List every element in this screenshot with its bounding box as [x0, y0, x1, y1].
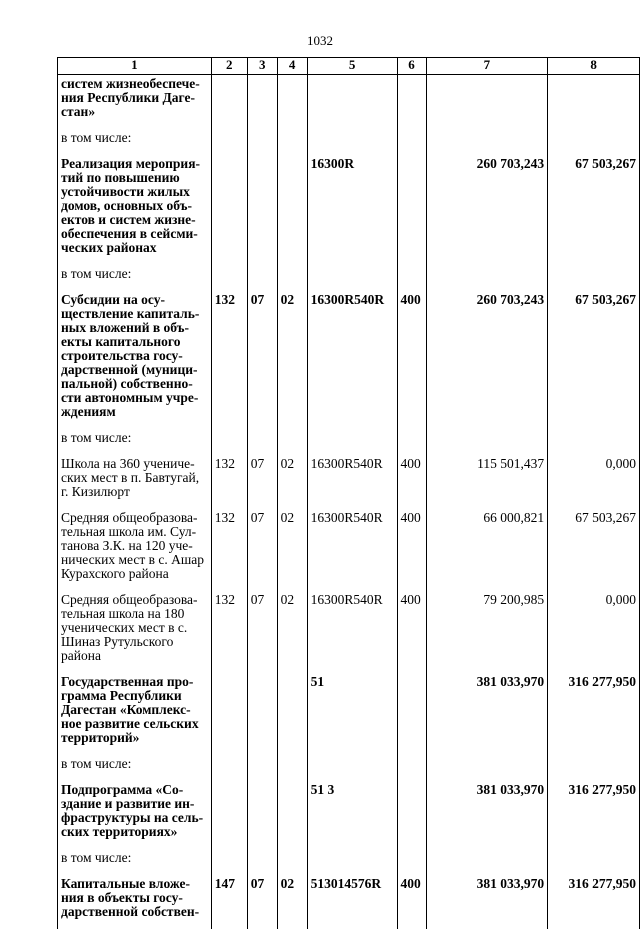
expense-type-cell: 400 [397, 509, 426, 591]
code-cell [211, 781, 247, 849]
target-article-cell: 16300R540R [307, 591, 397, 673]
code-cell [211, 129, 247, 155]
amount-2021-cell [548, 129, 640, 155]
amount-2021-cell: 0,000 [548, 455, 640, 509]
column-header: 6 [397, 58, 426, 75]
subsection-cell [277, 755, 307, 781]
amount-2020-cell [426, 75, 548, 130]
target-article-cell: 16300R [307, 155, 397, 265]
header-row [58, 58, 640, 75]
amount-2021-cell: 316 277,950 [548, 781, 640, 849]
column-header: 3 [247, 58, 277, 75]
section-cell [247, 129, 277, 155]
section-cell [247, 429, 277, 455]
subsection-cell [277, 265, 307, 291]
target-article-cell: 51 3 [307, 781, 397, 849]
expense-type-cell [397, 429, 426, 455]
row-name-cell: Средняя общеобразова-тельная школа на 180 ученических мест в с. Шиназ Рутульского района [58, 591, 212, 673]
amount-2021-cell: 67 503,267 [548, 291, 640, 429]
code-cell: 147 [211, 875, 247, 929]
column-header: 7 [426, 58, 548, 75]
row-name-cell: в том числе: [58, 849, 212, 875]
row-name-cell: систем жизнеобеспече-ния Республики Даге-стан» [58, 75, 212, 130]
page-number: 1032 [307, 33, 333, 48]
table-row [58, 849, 640, 875]
section-cell: 07 [247, 291, 277, 429]
table-row [58, 781, 640, 849]
amount-2020-cell: 79 200,985 [426, 591, 548, 673]
expense-type-cell [397, 265, 426, 291]
amount-2021-cell [548, 429, 640, 455]
amount-2020-cell: 260 703,243 [426, 155, 548, 265]
subsection-cell [277, 849, 307, 875]
subsection-cell [277, 155, 307, 265]
expense-type-cell [397, 781, 426, 849]
amount-2020-cell [426, 129, 548, 155]
column-header: 4 [277, 58, 307, 75]
table-row [58, 673, 640, 755]
code-cell [211, 265, 247, 291]
section-cell [247, 781, 277, 849]
amount-2021-cell: 316 277,950 [548, 875, 640, 929]
table-row [58, 129, 640, 155]
amount-2021-cell: 316 277,950 [548, 673, 640, 755]
row-name-cell: Субсидии на осу-ществление капиталь-ных вложений в объ-екты капитального строительства госу-дарственной (муници-пальной) собственно-сти автономным учре-ждениям [58, 291, 212, 429]
amount-2021-cell [548, 75, 640, 130]
table-row [58, 755, 640, 781]
column-header: 1 [58, 58, 212, 75]
table-row [58, 155, 640, 265]
table-row [58, 455, 640, 509]
row-name-cell: в том числе: [58, 129, 212, 155]
subsection-cell [277, 429, 307, 455]
expense-type-cell [397, 673, 426, 755]
amount-2020-cell: 381 033,970 [426, 781, 548, 849]
subsection-cell: 02 [277, 291, 307, 429]
budget-table [57, 57, 640, 929]
amount-2021-cell: 67 503,267 [548, 509, 640, 591]
subsection-cell: 02 [277, 875, 307, 929]
target-article-cell [307, 849, 397, 875]
table-row [58, 591, 640, 673]
row-name-cell: Школа на 360 учениче-ских мест в п. Бавтугай, г. Кизилюрт [58, 455, 212, 509]
amount-2020-cell: 260 703,243 [426, 291, 548, 429]
amount-2020-cell [426, 849, 548, 875]
expense-type-cell: 400 [397, 455, 426, 509]
section-cell: 07 [247, 509, 277, 591]
code-cell [211, 75, 247, 130]
row-name-cell: в том числе: [58, 755, 212, 781]
amount-2021-cell [548, 849, 640, 875]
expense-type-cell [397, 75, 426, 130]
column-header: 8 [548, 58, 640, 75]
amount-2020-cell [426, 429, 548, 455]
target-article-cell: 513014576R [307, 875, 397, 929]
row-name-cell: Капитальные вложе-ния в объекты госу-дарственной собствен- [58, 875, 212, 929]
subsection-cell: 02 [277, 591, 307, 673]
table-row [58, 509, 640, 591]
amount-2021-cell [548, 755, 640, 781]
target-article-cell [307, 265, 397, 291]
code-cell [211, 429, 247, 455]
section-cell [247, 673, 277, 755]
target-article-cell [307, 75, 397, 130]
expense-type-cell: 400 [397, 875, 426, 929]
code-cell: 132 [211, 455, 247, 509]
amount-2020-cell: 381 033,970 [426, 875, 548, 929]
row-name-cell: Реализация мероприя-тий по повышению устойчивости жилых домов, основных объ-ектов и систем жизне-обеспечения в сейсми-ческих районах [58, 155, 212, 265]
target-article-cell [307, 429, 397, 455]
section-cell [247, 755, 277, 781]
target-article-cell [307, 129, 397, 155]
code-cell [211, 755, 247, 781]
row-name-cell: Средняя общеобразова-тельная школа им. Сул-танова З.К. на 120 уче-нических мест в с. Ашар Курахского района [58, 509, 212, 591]
amount-2020-cell: 66 000,821 [426, 509, 548, 591]
section-cell [247, 75, 277, 130]
amount-2020-cell: 115 501,437 [426, 455, 548, 509]
amount-2021-cell: 67 503,267 [548, 155, 640, 265]
code-cell: 132 [211, 591, 247, 673]
target-article-cell: 16300R540R [307, 291, 397, 429]
code-cell: 132 [211, 509, 247, 591]
subsection-cell: 02 [277, 509, 307, 591]
row-name-cell: Подпрограмма «Со-здание и развитие ин-фраструктуры на сель-ских территориях» [58, 781, 212, 849]
section-cell [247, 155, 277, 265]
table-row [58, 875, 640, 929]
section-cell [247, 849, 277, 875]
row-name-cell: в том числе: [58, 265, 212, 291]
row-name-cell: Государственная про-грамма Республики Дагестан «Комплекс-ное развитие сельских территорий» [58, 673, 212, 755]
section-cell: 07 [247, 875, 277, 929]
subsection-cell [277, 75, 307, 130]
column-header: 5 [307, 58, 397, 75]
target-article-cell: 51 [307, 673, 397, 755]
expense-type-cell [397, 129, 426, 155]
code-cell: 132 [211, 291, 247, 429]
expense-type-cell: 400 [397, 591, 426, 673]
section-cell [247, 265, 277, 291]
section-cell: 07 [247, 455, 277, 509]
code-cell [211, 673, 247, 755]
amount-2020-cell [426, 755, 548, 781]
amount-2020-cell: 381 033,970 [426, 673, 548, 755]
table-row [58, 291, 640, 429]
amount-2021-cell: 0,000 [548, 591, 640, 673]
target-article-cell: 16300R540R [307, 455, 397, 509]
table-row [58, 429, 640, 455]
subsection-cell [277, 673, 307, 755]
target-article-cell: 16300R540R [307, 509, 397, 591]
amount-2020-cell [426, 265, 548, 291]
table-row [58, 75, 640, 130]
subsection-cell [277, 129, 307, 155]
code-cell [211, 849, 247, 875]
expense-type-cell [397, 755, 426, 781]
section-cell: 07 [247, 591, 277, 673]
row-name-cell: в том числе: [58, 429, 212, 455]
target-article-cell [307, 755, 397, 781]
expense-type-cell [397, 849, 426, 875]
subsection-cell: 02 [277, 455, 307, 509]
amount-2021-cell [548, 265, 640, 291]
subsection-cell [277, 781, 307, 849]
column-header: 2 [211, 58, 247, 75]
expense-type-cell [397, 155, 426, 265]
expense-type-cell: 400 [397, 291, 426, 429]
table-row [58, 265, 640, 291]
code-cell [211, 155, 247, 265]
